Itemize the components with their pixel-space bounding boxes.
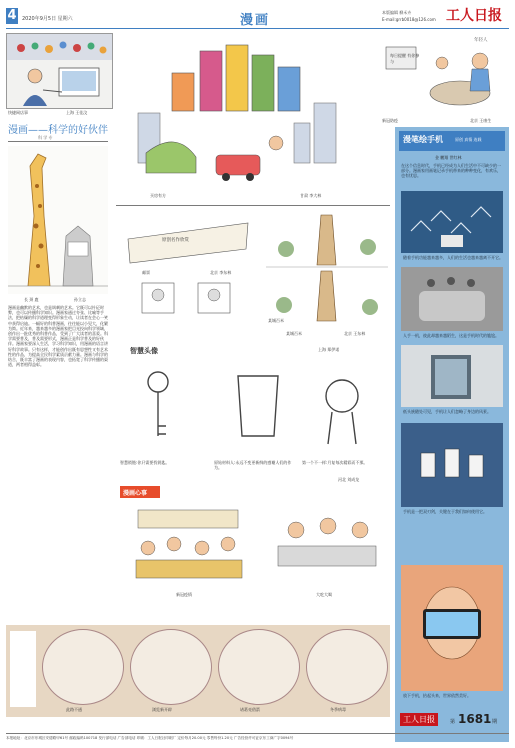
strip-cartoon-right bbox=[266, 500, 388, 590]
bottom-panel-3 bbox=[218, 629, 300, 705]
housing-cartoon bbox=[116, 33, 354, 191]
issue-badge bbox=[400, 710, 508, 730]
stamp-title: 邮票 bbox=[142, 270, 150, 275]
page-header bbox=[0, 0, 515, 34]
bottom-caption-2: 浏览新开辟 bbox=[152, 707, 172, 712]
tower-left-label: 某城百米 bbox=[268, 318, 284, 323]
smart-caption-3: 第一个不一样:月复每次精彩而不那。 bbox=[302, 460, 368, 465]
page-number-box bbox=[6, 8, 18, 24]
stamp-cartoon bbox=[118, 209, 260, 329]
bottom-strip bbox=[6, 625, 390, 717]
stamp-scroll-text: 原创名作欣赏 bbox=[162, 238, 189, 243]
section-title: 漫画 bbox=[240, 13, 271, 28]
column-subtitle: 原创 真情 连载 bbox=[455, 137, 482, 142]
bottom-panel-4 bbox=[306, 629, 388, 705]
article-title: 漫画——科学的好伙伴 bbox=[8, 125, 108, 136]
epidemic-cartoon bbox=[380, 33, 508, 115]
smart-caption-2: 原始材料人:永远不变更新鲜的感谢人们的作为。 bbox=[214, 460, 292, 471]
phone-cap-1: 随着手机功能越来越多，人们的生活也越来越离不开它。 bbox=[403, 255, 503, 260]
column-author: 金 鹏翔 世红林 bbox=[435, 155, 462, 160]
header-rule bbox=[6, 28, 509, 29]
strip-title: 漫画心事 bbox=[123, 490, 148, 497]
footer-rule bbox=[6, 733, 509, 734]
epidemic-board: 每日提醒 有你参与 bbox=[390, 53, 420, 64]
tower-author: 北京 王东林 bbox=[344, 331, 366, 336]
phone-cap-4: 手机是一把双刃剑，关键在于我们如何使用它。 bbox=[403, 509, 487, 514]
smart-caption-1: 智慧锁链:你只需要找钥匙。 bbox=[120, 460, 170, 465]
article-subtitle: 科 学 专 bbox=[38, 135, 53, 140]
header-date: 2020年9月5日 星期六 bbox=[22, 16, 73, 22]
bottom-caption-1: 此路不通 bbox=[66, 707, 82, 712]
strip-cartoon-left bbox=[118, 500, 260, 590]
tower-cartoon bbox=[266, 209, 388, 329]
shop-caption: 快捷网店事 bbox=[8, 110, 28, 115]
issue-suffix: 期 bbox=[492, 719, 498, 725]
bottom-caption-3: 诸葛亮借箭 bbox=[240, 707, 260, 712]
strip-caption-1: 新冠疫情 bbox=[176, 592, 192, 597]
epidemic-sign: 年轻人 bbox=[474, 38, 488, 43]
smart-title: 智慧头像 bbox=[130, 347, 158, 355]
issue-number: 1681 bbox=[458, 712, 492, 726]
phone-img-1 bbox=[401, 191, 503, 253]
issue-label: 第 bbox=[450, 719, 456, 725]
bottom-caption-4: 冬季病毒 bbox=[330, 707, 346, 712]
article-title-rule bbox=[8, 141, 108, 142]
column-title: 漫笔绘手机 bbox=[403, 135, 443, 144]
giraffe-caption: 长 颈 鹿 bbox=[24, 297, 39, 302]
bottom-panel-1 bbox=[42, 629, 124, 705]
phone-img-5 bbox=[401, 565, 503, 691]
stamp-author: 北京 李东林 bbox=[210, 270, 232, 275]
header-editor: 本版编辑 柳禾卉 bbox=[382, 10, 412, 15]
smart-author: 上海 郑伊诺 bbox=[318, 347, 340, 352]
giraffe-author: 孙立志 bbox=[74, 297, 86, 302]
phone-cap-2: 人手一机，彼此却越来越陌生，这是手机时代的尴尬。 bbox=[403, 333, 499, 338]
housing-author: 甘肃 李大林 bbox=[300, 193, 322, 198]
bottom-panel-2 bbox=[130, 629, 212, 705]
footer-logo: 工人日报 bbox=[400, 713, 438, 726]
epidemic-title: 新冠防疫 bbox=[382, 118, 398, 123]
online-shop-cartoon bbox=[6, 33, 113, 109]
footer-info: 本报地址：北京市东城区安德路甲61号 邮政编码100718 发行部电话 广告部电话 印刷：工人日报社印刷厂 定价每月20.00元 零售每份1.20元 广告经营许可证京东工商广字0094号 bbox=[6, 736, 294, 740]
giraffe-cartoon bbox=[8, 146, 108, 294]
masthead-logo: 工人日报 bbox=[446, 8, 502, 24]
bottom-logo-box bbox=[10, 631, 36, 707]
tower-right-label: 某城百米 bbox=[286, 331, 302, 336]
article-body: 漫画是幽默的艺术，也是讽刺的艺术。它既可以针砭时弊，也可以传播科学知识。漫画家通过夸张、比喻等手法，把枯燥的科学道理变得形象生动，让读者在会心一笑中获得启迪。一幅好的科普漫画，往往能以小见大，化繁为简。近年来，越来越多的漫画家把目光投向科学领域，创作出一批优秀的科普作品，受到了广大读者的喜爱。科学需要普及，普及需要形式，漫画正是科学普及的好伙伴。漫画家要深入生活，学习科学知识，用漫画的语言讲好科学故事。只有这样，才能创作出既有思想性又有艺术性的作品，为提高全民科学素质贡献力量。漫画与科学的结合，既丰富了漫画的表现内容，也拓宽了科学传播的渠道，两者相得益彰。 bbox=[8, 305, 108, 368]
epidemic-author: 北京 王康生 bbox=[470, 118, 492, 123]
shop-author: 上海 王佳汶 bbox=[66, 110, 88, 115]
phone-cap-3: 低头族随处可见，手机让人们忽略了身边的风景。 bbox=[403, 409, 491, 414]
strip-caption-2: 大吃大喝 bbox=[316, 592, 332, 597]
housing-title: 买房有方 bbox=[150, 193, 166, 198]
phone-column bbox=[395, 127, 509, 742]
smart-cartoon bbox=[118, 356, 390, 466]
strip-title-box bbox=[120, 486, 160, 498]
phone-img-2 bbox=[401, 267, 503, 331]
phone-img-4 bbox=[401, 423, 503, 507]
phone-img-3 bbox=[401, 345, 503, 407]
header-email: E-mail:grrb0018@126.com bbox=[382, 17, 436, 22]
page-number: 4 bbox=[7, 8, 17, 23]
phone-cap-5: 放下手机，抬起头来，世界依然美好。 bbox=[403, 693, 471, 698]
column-intro: 在这个信息时代，手机已经成为人们生活中不可缺少的一部分。漫画家用画笔记录手机带来的种种变化，有欢乐，也有忧思。 bbox=[401, 163, 501, 179]
smart-author-2: 河北 刘成龙 bbox=[338, 477, 360, 482]
column-title-box bbox=[399, 131, 505, 151]
center-frame-top bbox=[116, 205, 390, 206]
